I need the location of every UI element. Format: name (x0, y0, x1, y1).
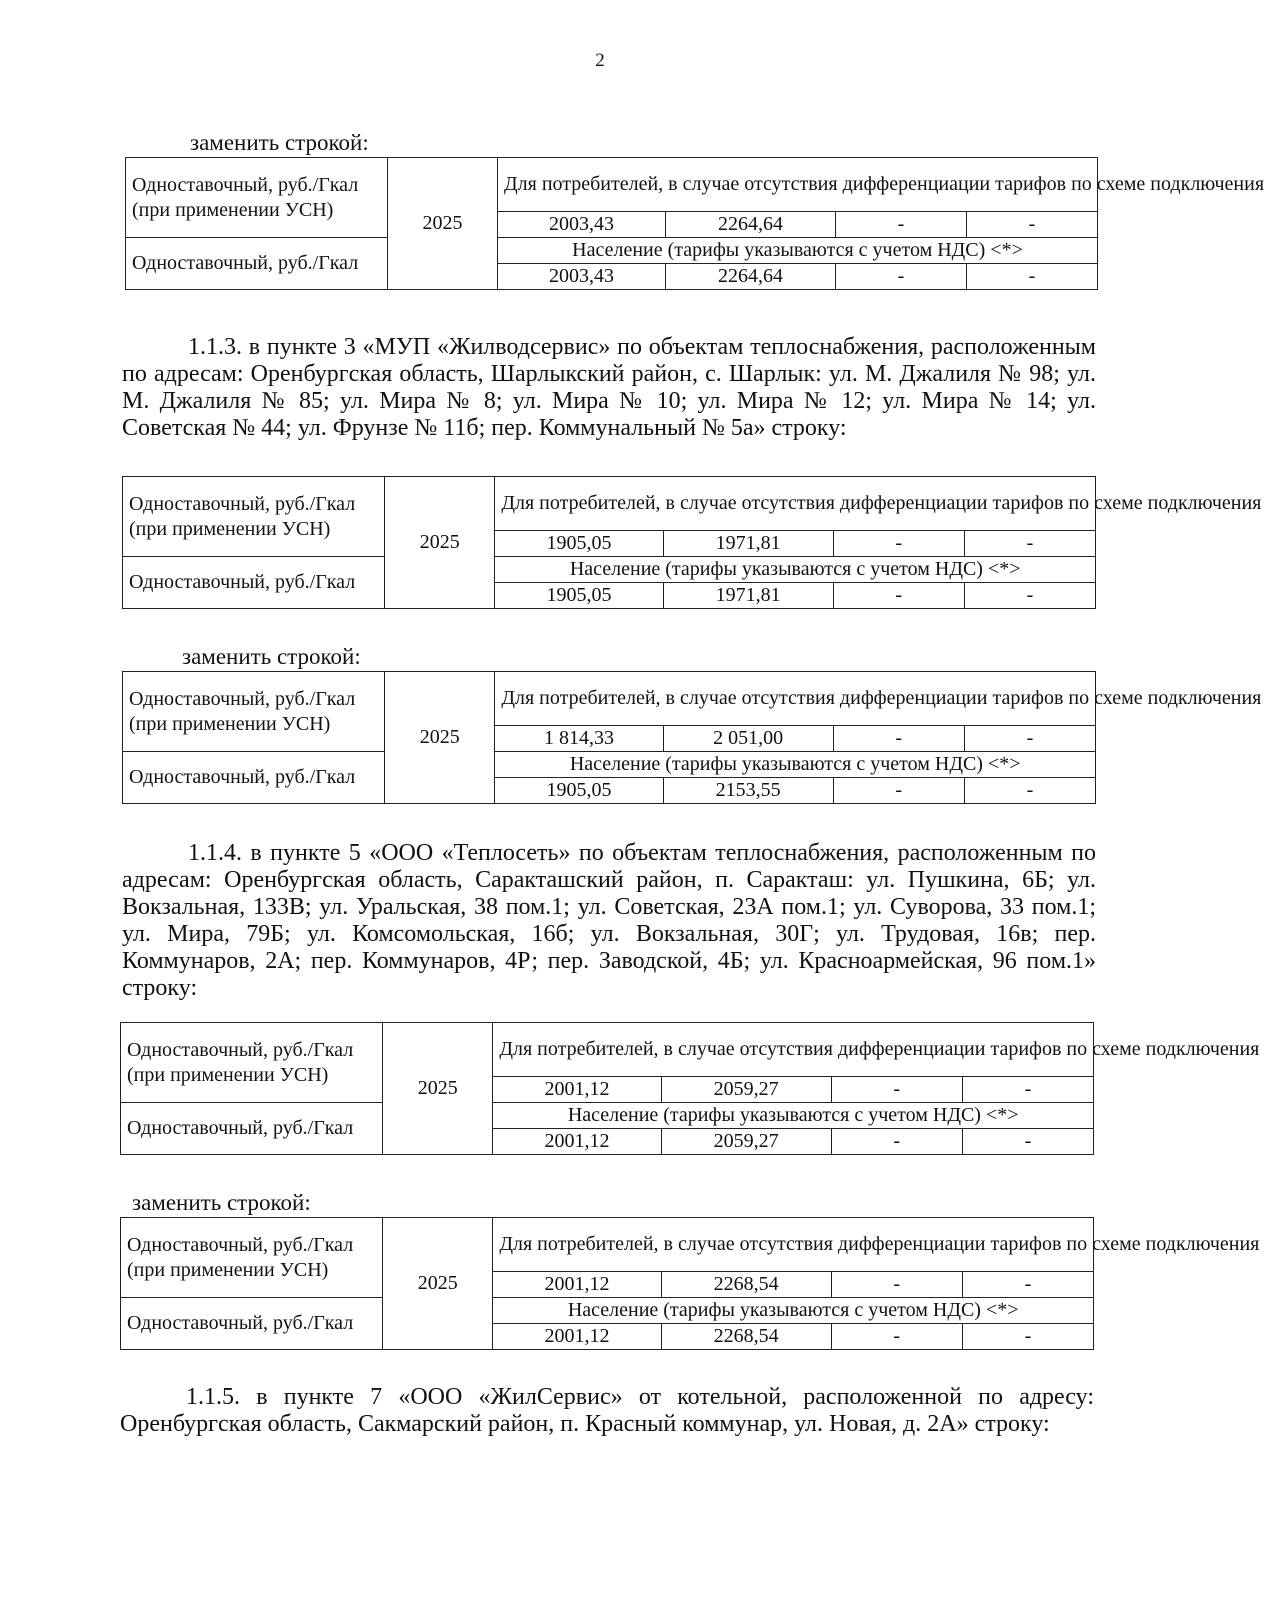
year-cell: 2025 (385, 477, 495, 609)
header-consumers: Для потребителей, в случае отсутствия дифференциации тарифов по схеме подключения (493, 1218, 1094, 1272)
dash-cell: - (831, 1077, 962, 1103)
dash-cell: - (967, 264, 1098, 290)
replace-label: заменить строкой: (182, 644, 361, 669)
page-number: 2 (595, 50, 605, 71)
dash-cell: - (833, 778, 964, 804)
row-label-usn: Одноставочный, руб./Гкал (при применении УСН) (123, 672, 385, 752)
value-cell: 2001,12 (493, 1324, 661, 1350)
year-cell: 2025 (388, 158, 498, 290)
tariff-table (122, 671, 1262, 804)
dash-cell: - (962, 1129, 1093, 1155)
value-cell: 2003,43 (498, 264, 666, 290)
year-cell: 2025 (383, 1218, 493, 1350)
value-cell: 2059,27 (661, 1077, 831, 1103)
row-label-usn: Одноставочный, руб./Гкал (при применении УСН) (121, 1218, 383, 1298)
dash-cell: - (962, 1324, 1093, 1350)
value-cell: 2001,12 (493, 1272, 661, 1298)
dash-cell: - (831, 1324, 962, 1350)
header-population: Население (тарифы указываются с учетом НДС) <*> (493, 1103, 1094, 1129)
value-cell: 2003,43 (498, 212, 666, 238)
dash-cell: - (962, 1077, 1093, 1103)
header-population: Население (тарифы указываются с учетом НДС) <*> (498, 238, 1098, 264)
tariff-table (122, 476, 1262, 609)
year-cell: 2025 (385, 672, 495, 804)
replace-label: заменить строкой: (190, 130, 369, 155)
dash-cell: - (967, 212, 1098, 238)
tariff-table (125, 157, 1264, 290)
dash-cell: - (833, 726, 964, 752)
row-label: Одноставочный, руб./Гкал (123, 752, 385, 804)
dash-cell: - (964, 583, 1095, 609)
dash-cell: - (833, 531, 964, 557)
value-cell: 2001,12 (493, 1077, 661, 1103)
paragraph-text: 1.1.3. в пункте 3 «МУП «Жилводсервис» по объектам теплоснабжения, расположенным по адресам: Оренбургская область, Шарлыкский район, с. Шарлык: ул. М. Джалиля № 98; ул. М. Джалиля № 85; ул. Мира № 8; ул. Мира № 10; ул. Мира № 12; ул. Мира № 14; ул. Советская № 44; ул. Фрунзе № 11б; пер. Коммунальный № 5а» строку: (122, 334, 1096, 441)
value-cell: 1 814,33 (495, 726, 663, 752)
dash-cell: - (831, 1129, 962, 1155)
value-cell: 2264,64 (666, 264, 836, 290)
dash-cell: - (833, 583, 964, 609)
dash-cell: - (964, 531, 1095, 557)
row-label-usn: Одноставочный, руб./Гкал (при применении УСН) (126, 158, 388, 238)
dash-cell: - (964, 778, 1095, 804)
row-label-usn: Одноставочный, руб./Гкал (при применении УСН) (123, 477, 385, 557)
paragraph-text: 1.1.4. в пункте 5 «ООО «Теплосеть» по объектам теплоснабжения, расположенным по адресам: Оренбургская область, Саракташский район, п. Саракташ: ул. Пушкина, 6Б; ул. Вокзальная, 133В; ул. Уральская, 38 пом.1; ул. Советская, 23А пом.1; ул. Суворова, 33 пом.1; ул. Мира, 79Б; ул. Комсомольская, 16б; ул. Вокзальная, 30Г; ул. Трудовая, 16в; пер. Коммунаров, 2А; пер. Коммунаров, 4Р; пер. Заводской, 4Б; ул. Красноармейская, 96 пом.1» строку: (122, 840, 1096, 1001)
value-cell: 1905,05 (495, 778, 663, 804)
year-cell: 2025 (383, 1023, 493, 1155)
value-cell: 2001,12 (493, 1129, 661, 1155)
paragraph-1-1-5 (120, 1384, 1094, 1438)
value-cell: 2268,54 (661, 1272, 831, 1298)
paragraph-1-1-4 (122, 840, 1096, 1002)
tariff-table (120, 1217, 1260, 1350)
dash-cell: - (831, 1272, 962, 1298)
dash-cell: - (836, 264, 967, 290)
row-label-usn: Одноставочный, руб./Гкал (при применении УСН) (121, 1023, 383, 1103)
replace-label: заменить строкой: (132, 1190, 311, 1215)
row-label: Одноставочный, руб./Гкал (123, 557, 385, 609)
tariff-table (120, 1022, 1260, 1155)
row-label: Одноставочный, руб./Гкал (121, 1103, 383, 1155)
header-consumers: Для потребителей, в случае отсутствия дифференциации тарифов по схеме подключения (495, 477, 1096, 531)
dash-cell: - (836, 212, 967, 238)
dash-cell: - (964, 726, 1095, 752)
header-consumers: Для потребителей, в случае отсутствия дифференциации тарифов по схеме подключения (493, 1023, 1094, 1077)
value-cell: 2268,54 (661, 1324, 831, 1350)
value-cell: 1905,05 (495, 531, 663, 557)
value-cell: 2153,55 (663, 778, 833, 804)
header-consumers: Для потребителей, в случае отсутствия дифференциации тарифов по схеме подключения (498, 158, 1098, 212)
header-population: Население (тарифы указываются с учетом НДС) <*> (495, 557, 1096, 583)
header-consumers: Для потребителей, в случае отсутствия дифференциации тарифов по схеме подключения (495, 672, 1096, 726)
header-population: Население (тарифы указываются с учетом НДС) <*> (493, 1298, 1094, 1324)
dash-cell: - (962, 1272, 1093, 1298)
value-cell: 2059,27 (661, 1129, 831, 1155)
paragraph-text: 1.1.5. в пункте 7 «ООО «ЖилСервис» от котельной, расположенной по адресу: Оренбургская область, Сакмарский район, п. Красный коммунар, ул. Новая, д. 2А» строку: (120, 1384, 1094, 1437)
row-label: Одноставочный, руб./Гкал (126, 238, 388, 290)
value-cell: 2264,64 (666, 212, 836, 238)
value-cell: 1971,81 (663, 531, 833, 557)
value-cell: 1905,05 (495, 583, 663, 609)
value-cell: 1971,81 (663, 583, 833, 609)
row-label: Одноставочный, руб./Гкал (121, 1298, 383, 1350)
header-population: Население (тарифы указываются с учетом НДС) <*> (495, 752, 1096, 778)
paragraph-1-1-3 (122, 334, 1096, 442)
value-cell: 2 051,00 (663, 726, 833, 752)
